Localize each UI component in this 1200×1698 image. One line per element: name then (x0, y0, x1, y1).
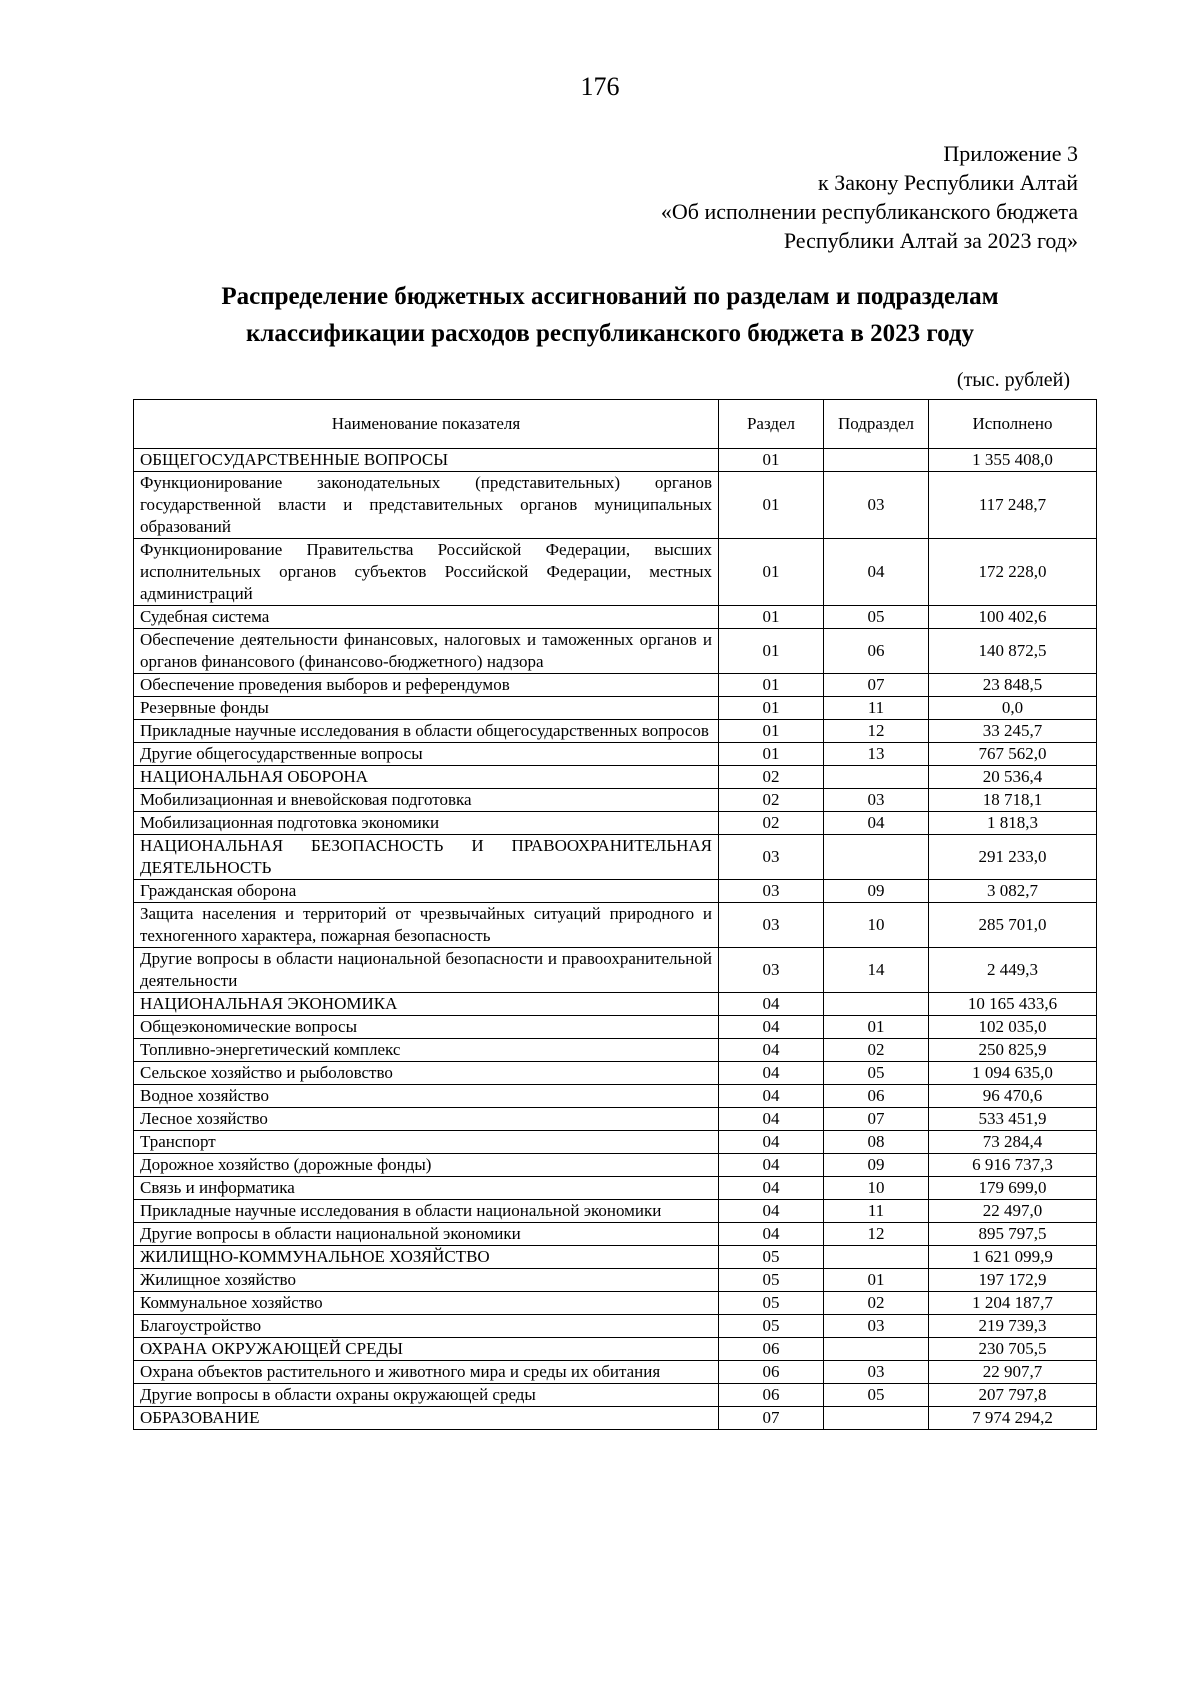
row-amount-cell: 219 739,3 (929, 1315, 1097, 1338)
table-row (134, 1200, 1097, 1223)
table-row (134, 1039, 1097, 1062)
table-row (134, 1177, 1097, 1200)
row-razdel-cell: 04 (719, 1108, 824, 1131)
row-name-cell: Другие общегосударственные вопросы (134, 743, 719, 766)
row-razdel-cell: 06 (719, 1384, 824, 1407)
row-amount-cell: 291 233,0 (929, 835, 1097, 880)
row-podrazdel-cell: 08 (824, 1131, 929, 1154)
row-podrazdel-cell: 05 (824, 606, 929, 629)
row-razdel-cell: 02 (719, 789, 824, 812)
row-razdel-cell: 01 (719, 697, 824, 720)
table-row (134, 812, 1097, 835)
row-podrazdel-cell: 06 (824, 629, 929, 674)
row-amount-cell: 533 451,9 (929, 1108, 1097, 1131)
row-name-cell: НАЦИОНАЛЬНАЯ ЭКОНОМИКА (134, 993, 719, 1016)
table-row (134, 449, 1097, 472)
row-razdel-cell: 04 (719, 1062, 824, 1085)
row-amount-cell: 73 284,4 (929, 1131, 1097, 1154)
row-podrazdel-cell: 01 (824, 1016, 929, 1039)
table-row (134, 1062, 1097, 1085)
row-name-cell: Другие вопросы в области национальной экономики (134, 1223, 719, 1246)
row-razdel-cell: 01 (719, 743, 824, 766)
title-line: классификации расходов республиканского бюджета в 2023 году (245, 320, 975, 347)
row-name-cell: Лесное хозяйство (134, 1108, 719, 1131)
row-amount-cell: 23 848,5 (929, 674, 1097, 697)
table-row (134, 789, 1097, 812)
row-podrazdel-cell: 04 (824, 539, 929, 606)
row-podrazdel-cell (824, 1338, 929, 1361)
title-line: Распределение бюджетных ассигнований по разделам и подразделам (221, 283, 999, 310)
row-podrazdel-cell: 12 (824, 720, 929, 743)
table-row (134, 1154, 1097, 1177)
row-amount-cell: 207 797,8 (929, 1384, 1097, 1407)
header-amount: Исполнено (929, 400, 1097, 449)
row-amount-cell: 1 818,3 (929, 812, 1097, 835)
row-amount-cell: 0,0 (929, 697, 1097, 720)
table-row (134, 903, 1097, 948)
row-podrazdel-cell: 04 (824, 812, 929, 835)
row-razdel-cell: 04 (719, 1085, 824, 1108)
appendix-line: «Об исполнении республиканского бюджета (660, 199, 1078, 224)
row-amount-cell: 172 228,0 (929, 539, 1097, 606)
row-name-cell: Охрана объектов растительного и животного мира и среды их обитания (134, 1361, 719, 1384)
row-amount-cell: 767 562,0 (929, 743, 1097, 766)
row-name-cell: Прикладные научные исследования в области общегосударственных вопросов (134, 720, 719, 743)
row-name-cell: Сельское хозяйство и рыболовство (134, 1062, 719, 1085)
row-podrazdel-cell: 09 (824, 880, 929, 903)
row-amount-cell: 197 172,9 (929, 1269, 1097, 1292)
table-row (134, 1407, 1097, 1430)
row-name-cell: Защита населения и территорий от чрезвычайных ситуаций природного и техногенного характера, пожарная безопасность (134, 903, 719, 948)
row-razdel-cell: 04 (719, 1154, 824, 1177)
row-name-cell: Гражданская оборона (134, 880, 719, 903)
row-razdel-cell: 06 (719, 1361, 824, 1384)
appendix-line: Республики Алтай за 2023 год» (783, 228, 1078, 253)
appendix-line: Приложение 3 (943, 141, 1078, 166)
row-razdel-cell: 04 (719, 1039, 824, 1062)
row-amount-cell: 1 094 635,0 (929, 1062, 1097, 1085)
row-razdel-cell: 07 (719, 1407, 824, 1430)
row-razdel-cell: 05 (719, 1269, 824, 1292)
row-amount-cell: 140 872,5 (929, 629, 1097, 674)
row-podrazdel-cell: 05 (824, 1384, 929, 1407)
table-row (134, 1384, 1097, 1407)
row-razdel-cell: 03 (719, 880, 824, 903)
row-podrazdel-cell: 13 (824, 743, 929, 766)
row-name-cell: Коммунальное хозяйство (134, 1292, 719, 1315)
row-amount-cell: 22 907,7 (929, 1361, 1097, 1384)
row-name-cell: НАЦИОНАЛЬНАЯ ОБОРОНА (134, 766, 719, 789)
row-amount-cell: 7 974 294,2 (929, 1407, 1097, 1430)
row-podrazdel-cell: 11 (824, 1200, 929, 1223)
row-amount-cell: 100 402,6 (929, 606, 1097, 629)
row-podrazdel-cell: 07 (824, 674, 929, 697)
row-name-cell: Резервные фонды (134, 697, 719, 720)
row-podrazdel-cell: 10 (824, 903, 929, 948)
row-name-cell: Благоустройство (134, 1315, 719, 1338)
table-header-row (134, 400, 1097, 449)
row-name-cell: Связь и информатика (134, 1177, 719, 1200)
row-name-cell: Жилищное хозяйство (134, 1269, 719, 1292)
row-razdel-cell: 05 (719, 1315, 824, 1338)
table-row (134, 1016, 1097, 1039)
row-amount-cell: 102 035,0 (929, 1016, 1097, 1039)
row-amount-cell: 10 165 433,6 (929, 993, 1097, 1016)
row-name-cell: ОБЩЕГОСУДАРСТВЕННЫЕ ВОПРОСЫ (134, 449, 719, 472)
table-row (134, 1131, 1097, 1154)
row-name-cell: Мобилизационная и вневойсковая подготовка (134, 789, 719, 812)
row-podrazdel-cell (824, 993, 929, 1016)
row-name-cell: Общеэкономические вопросы (134, 1016, 719, 1039)
row-amount-cell: 1 355 408,0 (929, 449, 1097, 472)
row-name-cell: ОБРАЗОВАНИЕ (134, 1407, 719, 1430)
row-podrazdel-cell: 11 (824, 697, 929, 720)
row-name-cell: Обеспечение проведения выборов и референдумов (134, 674, 719, 697)
row-amount-cell: 96 470,6 (929, 1085, 1097, 1108)
row-amount-cell: 1 204 187,7 (929, 1292, 1097, 1315)
table-row (134, 697, 1097, 720)
row-razdel-cell: 01 (719, 629, 824, 674)
row-razdel-cell: 04 (719, 1200, 824, 1223)
row-amount-cell: 18 718,1 (929, 789, 1097, 812)
row-amount-cell: 2 449,3 (929, 948, 1097, 993)
row-name-cell: Обеспечение деятельности финансовых, налоговых и таможенных органов и органов финансового (финансово-бюджетного) надзора (134, 629, 719, 674)
row-razdel-cell: 03 (719, 835, 824, 880)
table-row (134, 1338, 1097, 1361)
row-name-cell: Функционирование законодательных (представительных) органов государственной власти и представительных органов муниципальных образований (134, 472, 719, 539)
table-row (134, 472, 1097, 539)
row-razdel-cell: 05 (719, 1292, 824, 1315)
row-amount-cell: 22 497,0 (929, 1200, 1097, 1223)
row-amount-cell: 285 701,0 (929, 903, 1097, 948)
row-amount-cell: 179 699,0 (929, 1177, 1097, 1200)
row-podrazdel-cell: 05 (824, 1062, 929, 1085)
row-name-cell: Функционирование Правительства Российской Федерации, высших исполнительных органов субъектов Российской Федерации, местных администраций (134, 539, 719, 606)
row-razdel-cell: 05 (719, 1246, 824, 1269)
row-podrazdel-cell (824, 835, 929, 880)
header-name: Наименование показателя (134, 400, 719, 449)
row-podrazdel-cell: 03 (824, 1315, 929, 1338)
table-row (134, 1361, 1097, 1384)
row-name-cell: ЖИЛИЩНО-КОММУНАЛЬНОЕ ХОЗЯЙСТВО (134, 1246, 719, 1269)
header-razdel: Раздел (719, 400, 824, 449)
row-podrazdel-cell: 06 (824, 1085, 929, 1108)
row-podrazdel-cell (824, 1246, 929, 1269)
row-amount-cell: 895 797,5 (929, 1223, 1097, 1246)
row-podrazdel-cell: 02 (824, 1292, 929, 1315)
row-razdel-cell: 01 (719, 606, 824, 629)
budget-table (133, 399, 1097, 1430)
page-number: 176 (580, 72, 620, 101)
table-row (134, 720, 1097, 743)
row-name-cell: Транспорт (134, 1131, 719, 1154)
table-row (134, 629, 1097, 674)
row-name-cell: Другие вопросы в области охраны окружающей среды (134, 1384, 719, 1407)
table-row (134, 1085, 1097, 1108)
row-name-cell: Прикладные научные исследования в области национальной экономики (134, 1200, 719, 1223)
table-row (134, 993, 1097, 1016)
appendix-note (661, 139, 1078, 255)
row-podrazdel-cell: 07 (824, 1108, 929, 1131)
table-row (134, 606, 1097, 629)
row-podrazdel-cell: 12 (824, 1223, 929, 1246)
row-razdel-cell: 03 (719, 948, 824, 993)
table-body (134, 449, 1097, 1430)
table-row (134, 880, 1097, 903)
row-podrazdel-cell: 03 (824, 789, 929, 812)
row-name-cell: НАЦИОНАЛЬНАЯ БЕЗОПАСНОСТЬ И ПРАВООХРАНИТЕЛЬНАЯ ДЕЯТЕЛЬНОСТЬ (134, 835, 719, 880)
row-razdel-cell: 01 (719, 472, 824, 539)
row-razdel-cell: 02 (719, 812, 824, 835)
row-amount-cell: 1 621 099,9 (929, 1246, 1097, 1269)
row-amount-cell: 6 916 737,3 (929, 1154, 1097, 1177)
table-row (134, 539, 1097, 606)
row-razdel-cell: 04 (719, 993, 824, 1016)
table-row (134, 766, 1097, 789)
row-amount-cell: 33 245,7 (929, 720, 1097, 743)
row-amount-cell: 230 705,5 (929, 1338, 1097, 1361)
row-razdel-cell: 06 (719, 1338, 824, 1361)
row-razdel-cell: 01 (719, 449, 824, 472)
units-label: (тыс. рублей) (956, 369, 1070, 391)
table-row (134, 835, 1097, 880)
row-name-cell: Водное хозяйство (134, 1085, 719, 1108)
row-razdel-cell: 04 (719, 1016, 824, 1039)
row-podrazdel-cell: 03 (824, 472, 929, 539)
table-row (134, 1246, 1097, 1269)
row-podrazdel-cell: 03 (824, 1361, 929, 1384)
row-razdel-cell: 04 (719, 1223, 824, 1246)
row-amount-cell: 250 825,9 (929, 1039, 1097, 1062)
row-podrazdel-cell (824, 1407, 929, 1430)
table-row (134, 948, 1097, 993)
row-name-cell: Мобилизационная подготовка экономики (134, 812, 719, 835)
row-razdel-cell: 01 (719, 720, 824, 743)
table-row (134, 743, 1097, 766)
row-razdel-cell: 04 (719, 1131, 824, 1154)
row-podrazdel-cell (824, 766, 929, 789)
row-name-cell: ОХРАНА ОКРУЖАЮЩЕЙ СРЕДЫ (134, 1338, 719, 1361)
row-razdel-cell: 02 (719, 766, 824, 789)
document-title (130, 278, 1090, 352)
row-name-cell: Топливно-энергетический комплекс (134, 1039, 719, 1062)
row-podrazdel-cell: 14 (824, 948, 929, 993)
table-row (134, 1315, 1097, 1338)
row-podrazdel-cell: 02 (824, 1039, 929, 1062)
row-amount-cell: 3 082,7 (929, 880, 1097, 903)
row-podrazdel-cell: 01 (824, 1269, 929, 1292)
table-row (134, 1223, 1097, 1246)
row-razdel-cell: 03 (719, 903, 824, 948)
row-razdel-cell: 04 (719, 1177, 824, 1200)
header-podrazdel: Подраздел (824, 400, 929, 449)
row-podrazdel-cell: 09 (824, 1154, 929, 1177)
row-podrazdel-cell: 10 (824, 1177, 929, 1200)
table-row (134, 1108, 1097, 1131)
table-row (134, 1292, 1097, 1315)
row-name-cell: Судебная система (134, 606, 719, 629)
row-amount-cell: 20 536,4 (929, 766, 1097, 789)
row-podrazdel-cell (824, 449, 929, 472)
table-row (134, 674, 1097, 697)
row-name-cell: Другие вопросы в области национальной безопасности и правоохранительной деятельности (134, 948, 719, 993)
table-row (134, 1269, 1097, 1292)
row-razdel-cell: 01 (719, 539, 824, 606)
row-amount-cell: 117 248,7 (929, 472, 1097, 539)
row-razdel-cell: 01 (719, 674, 824, 697)
appendix-line: к Закону Республики Алтай (818, 170, 1078, 195)
row-name-cell: Дорожное хозяйство (дорожные фонды) (134, 1154, 719, 1177)
